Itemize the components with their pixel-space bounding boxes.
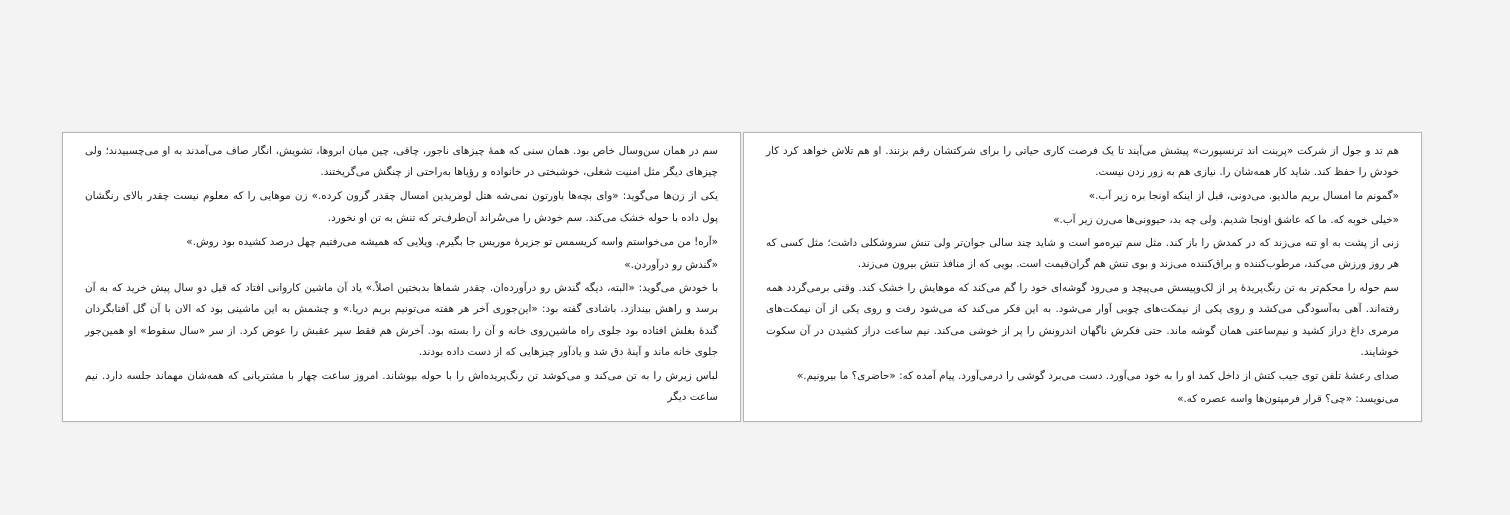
left-page bbox=[62, 132, 741, 422]
paragraph: «گمونم ما امسال بریم مالدیو. می‌دونی، قبل از اینکه اونجا بره زیر آب.» bbox=[1088, 190, 1399, 203]
left-page-text bbox=[85, 141, 718, 411]
right-page-text bbox=[766, 141, 1399, 413]
paragraph: یکی از زن‌ها می‌گوید: «وای بچه‌ها باورتون نمی‌شه هتل لومریدین امسال چقدر گرون کرده.» زن موهایی را که معلوم نیست چقدر بالای رنگشان پول داده با حوله خشک می‌کند. سم خودش را می‌سُراند آن‌طرف‌تر که تنش به تن او نخورد. bbox=[85, 190, 718, 224]
paragraph: سم حوله را محکم‌تر به تن رنگ‌پریده‌ٔ پر از لک‌وپیسش می‌پیچد و می‌رود گوشه‌ای خود را گم می‌کند که موهایش را خشک کند. وقتی برمی‌گردد همه رفته‌اند. آهی به‌آسودگی می‌کشد و روی یکی از نیمکت‌های چوبی آوار می‌شود. به این فکر می‌کند که می‌شود رفت و روی یکی از آن نیمکت‌های مرمری داغ دراز کشید و نیم‌ساعتی همان گوشه ماند. حتی فکرش ناگهان اندرونش را پر از خوشی می‌کند. نیم ساعت دراز کشیدن در آن سکوت خوشایند. bbox=[766, 282, 1399, 358]
paragraph: «آره! من می‌خواستم واسه کریسمس تو جزیرهٔ موریس جا بگیرم. ویلایی که همیشه می‌رفتیم چهل درصد کشیده بود روش.» bbox=[186, 235, 718, 248]
paragraph: «خیلی خوبه که. ما که عاشق اونجا شدیم. ولی چه بد، حیوونی‌ها می‌رن زیر آب.» bbox=[1053, 213, 1399, 226]
paragraph: با خودش می‌گوید: «البته، دیگه گندش رو درآورده‌ان. چقدر شماها بدبختین اصلاً.» یاد آن ماشین کاروانی افتاد که قیل دو سال پیش خرید که به آن برسد و راهش بیندازد. باشادی گفته بود: «این‌جوری آخر هر هفته می‌تونیم بریم دریا.» و چشمش به این ماشینی بود که الان با آن گل آفتابگردان گندهٔ بغلش افتاده بود جلوی راه ماشین‌روی خانه و آن را بسته بود. آخرش هم فقط سپر عقبش را عوض کرد. از سر «سال سقوط» او همین‌جور جلوی خانه ماند و آینهٔ دق شد و یادآور چیزهایی که از دست داده بودند. bbox=[85, 282, 718, 358]
paragraph: صدای رعشهٔ تلفن توی جیب کتش از داخل کمد او را به خود می‌آورد. دست می‌برد گوشی را درمی‌آورد. پیام آمده که: «حاضری؟ ما بیرونیم.» bbox=[796, 370, 1399, 383]
paragraph: می‌نویسد: «چی؟ قرار فرمپتون‌ها واسه عصره که.» bbox=[1177, 393, 1399, 406]
paragraph: «گندش رو درآوردن.» bbox=[624, 259, 718, 272]
paragraph: سم در همان سن‌وسال خاص بود. همان سنی که همهٔ چیزهای ناجور، چاقی، چین میان ابروها، تشویش، انگار صاف می‌آمدند به او می‌چسبیدند؛ ولی چیزهای دیگر مثل امنیت شغلی، خوشبختی در خانواده و رؤیاها به‌راحتی از چنگش می‌گریختند. bbox=[85, 145, 718, 179]
paragraph: زنی از پشت به او تنه می‌زند که در کمدش را باز کند. مثل سم تیره‌مو است و شاید چند سالی جوان‌تر ولی تنش سروشکلی داشت؛ مثل کسی که هر روز ورزش می‌کند، مرطوب‌کننده و براق‌کننده می‌زند و بوی تنش هم گران‌قیمت است. بویی که از منافذ تنش بیرون می‌زند. bbox=[766, 236, 1399, 271]
right-page bbox=[743, 132, 1422, 422]
paragraph: لباس زیرش را به تن می‌کند و می‌کوشد تن رنگ‌پریده‌اش را با حوله بپوشاند. امروز ساعت چهار با مشتریانی که همه‌شان مهماند جلسه دارد. نیم ساعت دیگر bbox=[85, 370, 718, 404]
paragraph: هم تد و جول از شرکت «پرینت اند ترنسپورت» پیشش می‌آیند تا یک فرصت کاری حیاتی را برای شرکتشان رقم بزنند. او هم تلاش خواهد کرد کار خودش را حفظ کند. شاید کار همه‌شان را. نیازی هم به زور زدن نیست. bbox=[766, 145, 1399, 179]
book-spread bbox=[62, 132, 1422, 424]
